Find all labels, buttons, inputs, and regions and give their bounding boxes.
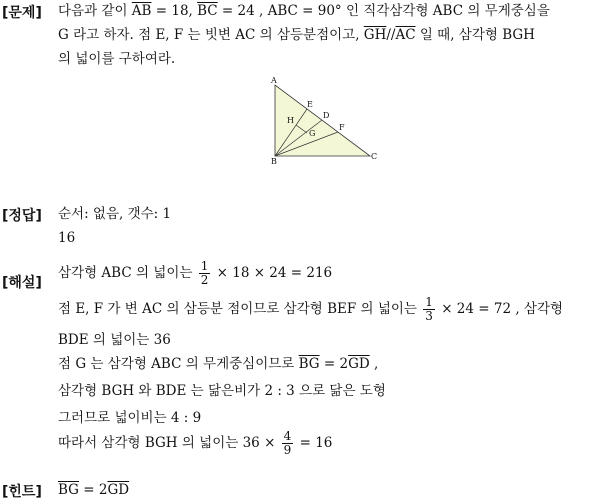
segment-gh: $\overline{GH}$ [363,27,387,43]
solution-tag: [해설] [2,275,42,291]
solution-line-6: 그러므로 넓이비는 4 : 9 [58,410,202,426]
segment-gd: $\overline{GD}$ [348,356,370,372]
label-e: E [307,100,313,109]
label-f: F [339,123,345,132]
fraction-one-third: $\frac{1}{3}$ [425,295,433,323]
label-d: D [323,111,330,120]
solution-line-7: 따라서 삼각형 BGH 의 넓이는 36 × $\frac{4}{9}$ = 16 [58,429,333,457]
solution-line-3: BDE 의 넓이는 36 [58,332,171,348]
label-g: G [309,129,316,138]
segment-bg: $\overline{BG}$ [298,356,320,372]
answer-line-1: 순서: 없음, 갯수: 1 [58,206,172,222]
label-b: B [271,157,277,166]
solution-line-4: 점 G 는 삼각형 ABC 의 무게중심이므로 $\overline{BG} = 2\overline{GD}$ , [58,356,379,372]
triangle-figure [266,76,386,166]
answer-value: 16 [58,230,76,246]
solution-line-5: 삼각형 BGH 와 BDE 는 닮은비가 2 : 3 으로 닮은 도형 [58,383,386,399]
hint-tag: [힌트] [2,484,42,500]
segment-gd-hint: $\overline{GD}$ [107,482,130,498]
segment-ac: $\overline{AC}$ [395,27,416,43]
segment-ab: $\overline{AB}$ [131,3,152,19]
hint-line: $\overline{BG} = 2\overline{GD}$ [58,482,130,498]
problem-line-2: G 라고 하자. 점 E, F 는 빗변 AC 의 삼등분점이고, $\overline{GH}//\overline{AC}$ 일 때, 삼각형 BGH [58,27,535,43]
problem-line-3: 의 넓이를 구하여라. [58,51,176,67]
label-a: A [271,76,277,85]
label-c: C [371,152,378,161]
problem-tag: [문제] [2,5,42,21]
fraction-four-ninths: $\frac{4}{9}$ [283,429,292,457]
solution-line-1: 삼각형 ABC 의 넓이는 $\frac{1}{2}$ × 18 × 24 = 216 [58,259,333,287]
problem-line-1: 다음과 같이 $\overline{AB} = 18$, $\overline{BC} = 24$ , ABC = 90° 인 직각삼각형 ABC 의 무게중심을 [58,3,550,19]
segment-bg-hint: $\overline{BG}$ [58,482,79,498]
answer-tag: [정답] [2,208,42,224]
label-h: H [287,116,294,125]
segment-bc: $\overline{BC}$ [197,3,218,19]
solution-line-2: 점 E, F 가 변 AC 의 삼등분 점이므로 삼각형 BEF 의 넓이는 $\frac{1}{3}$ × 24 = 72 , 삼각형 [58,295,564,323]
fraction-one-half: $\frac{1}{2}$ [200,259,209,287]
